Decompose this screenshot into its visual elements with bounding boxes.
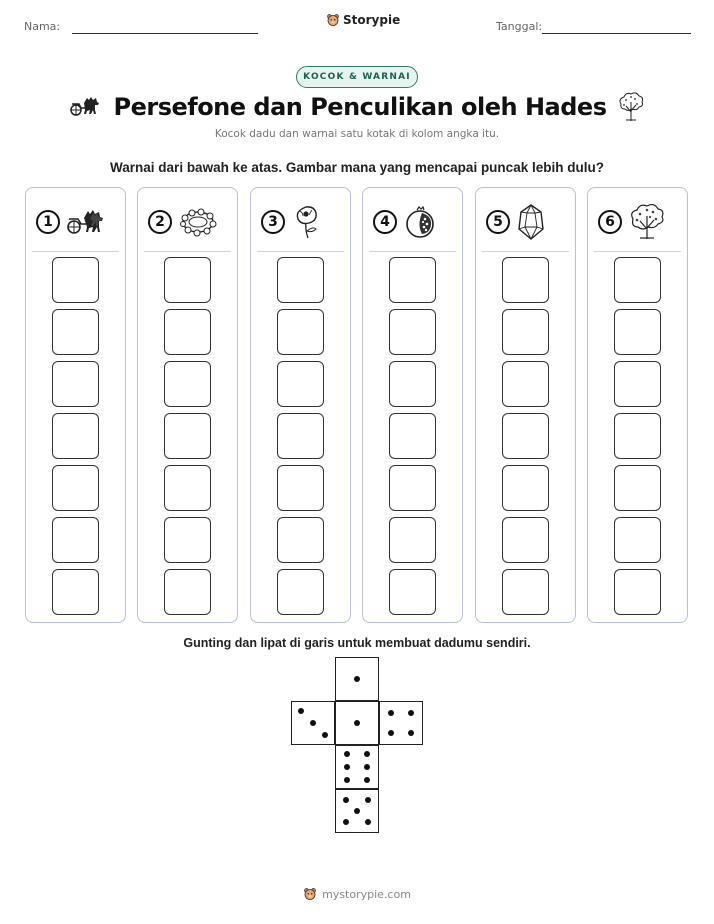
dice-pip: [354, 720, 360, 726]
dice-face-1: [335, 701, 379, 745]
column-divider: [482, 251, 569, 252]
date-label: Tanggal:: [496, 20, 543, 33]
color-box[interactable]: [614, 361, 661, 407]
column-header: [148, 202, 233, 242]
color-box[interactable]: [277, 517, 324, 563]
color-box[interactable]: [52, 361, 99, 407]
column-4: [362, 187, 463, 623]
color-box[interactable]: [389, 413, 436, 459]
color-box[interactable]: [502, 569, 549, 615]
dice-face-4: [379, 701, 423, 745]
footer: [0, 887, 714, 901]
color-box[interactable]: [277, 569, 324, 615]
dice-pip: [298, 708, 304, 714]
color-box[interactable]: [502, 517, 549, 563]
color-box[interactable]: [614, 257, 661, 303]
brand-name: Storypie: [343, 13, 401, 27]
dice-face-6: [335, 745, 379, 789]
column-divider: [144, 251, 231, 252]
dice-pip: [388, 730, 394, 736]
color-box[interactable]: [164, 309, 211, 355]
dice-pip: [365, 797, 371, 803]
column-header: [36, 202, 121, 242]
page-title: Persefone dan Penculikan oleh Hades: [113, 93, 607, 121]
color-box[interactable]: [277, 309, 324, 355]
dice-pip: [364, 764, 370, 770]
color-box[interactable]: [52, 517, 99, 563]
color-box[interactable]: [502, 465, 549, 511]
column-divider: [594, 251, 681, 252]
color-box[interactable]: [277, 361, 324, 407]
dice-pip: [322, 732, 328, 738]
color-box[interactable]: [389, 517, 436, 563]
column-1: [25, 187, 126, 623]
cut-instruction: Gunting dan lipat di garis untuk membuat dadumu sendiri.: [183, 636, 531, 650]
color-box[interactable]: [164, 257, 211, 303]
color-box[interactable]: [614, 465, 661, 511]
dice-face-5: [335, 789, 379, 833]
dice-face-3: [291, 701, 335, 745]
color-box[interactable]: [502, 361, 549, 407]
column-divider: [257, 251, 344, 252]
dice-pip: [354, 808, 360, 814]
dice-pip: [344, 751, 350, 757]
dice-pip: [364, 751, 370, 757]
column-header: [261, 202, 346, 242]
flower-wreath-icon: [178, 207, 218, 237]
column-number-circle: 4: [373, 210, 397, 234]
brand-logo: [326, 13, 400, 27]
bear-mascot-icon: [326, 13, 340, 27]
color-box[interactable]: [502, 309, 549, 355]
color-box[interactable]: [164, 517, 211, 563]
color-box[interactable]: [502, 257, 549, 303]
footer-url[interactable]: mystorypie.com: [322, 887, 411, 901]
column-number-circle: 3: [261, 210, 285, 234]
color-box[interactable]: [52, 309, 99, 355]
color-box[interactable]: [389, 309, 436, 355]
color-box[interactable]: [52, 413, 99, 459]
dice-pip: [364, 777, 370, 783]
column-header: [598, 202, 683, 242]
title-row: [0, 92, 714, 122]
dice-pip: [408, 710, 414, 716]
dice-pip: [343, 797, 349, 803]
color-box[interactable]: [614, 413, 661, 459]
column-6: [587, 187, 688, 623]
dice-pip: [388, 710, 394, 716]
color-box[interactable]: [389, 361, 436, 407]
color-box[interactable]: [52, 257, 99, 303]
color-box[interactable]: [164, 465, 211, 511]
color-box[interactable]: [389, 257, 436, 303]
crystal-gem-icon: [516, 203, 546, 241]
dice-pip: [365, 819, 371, 825]
chariot-icon: [69, 95, 103, 119]
dice-pip: [310, 720, 316, 726]
column-divider: [369, 251, 456, 252]
pomegranate-icon: [403, 205, 437, 239]
column-2: [137, 187, 238, 623]
column-5: [475, 187, 576, 623]
column-number-circle: 6: [598, 210, 622, 234]
activity-badge: KOCOK & WARNAI: [296, 66, 418, 88]
column-divider: [32, 251, 119, 252]
color-box[interactable]: [614, 309, 661, 355]
dice-face-1: [335, 657, 379, 701]
dice-pip: [354, 676, 360, 682]
color-box[interactable]: [52, 569, 99, 615]
color-box[interactable]: [389, 465, 436, 511]
color-box[interactable]: [164, 361, 211, 407]
name-label: Nama:: [24, 20, 61, 33]
color-box[interactable]: [614, 569, 661, 615]
bear-mascot-icon: [303, 887, 317, 901]
date-line[interactable]: [542, 33, 691, 34]
column-number-circle: 5: [486, 210, 510, 234]
color-box[interactable]: [389, 569, 436, 615]
tree-icon: [617, 92, 645, 122]
column-header: [373, 202, 458, 242]
chariot-icon: [66, 207, 108, 237]
tree-icon: [628, 203, 666, 241]
page-subtitle: Kocok dadu dan warnai satu kotak di kolom angka itu.: [214, 128, 500, 140]
color-box[interactable]: [277, 257, 324, 303]
color-box[interactable]: [52, 465, 99, 511]
dice-pip: [344, 777, 350, 783]
column-number-circle: 1: [36, 210, 60, 234]
name-line[interactable]: [72, 33, 258, 34]
dice-pip: [343, 819, 349, 825]
color-box[interactable]: [164, 569, 211, 615]
color-box[interactable]: [614, 517, 661, 563]
color-box[interactable]: [502, 413, 549, 459]
poppy-flower-icon: [291, 205, 321, 239]
dice-pip: [408, 730, 414, 736]
color-box[interactable]: [277, 465, 324, 511]
column-header: [486, 202, 571, 242]
dice-pip: [344, 764, 350, 770]
color-box[interactable]: [164, 413, 211, 459]
coloring-instruction: Warnai dari bawah ke atas. Gambar mana yang mencapai puncak lebih dulu?: [110, 160, 604, 175]
color-box[interactable]: [277, 413, 324, 459]
column-number-circle: 2: [148, 210, 172, 234]
column-3: [250, 187, 351, 623]
